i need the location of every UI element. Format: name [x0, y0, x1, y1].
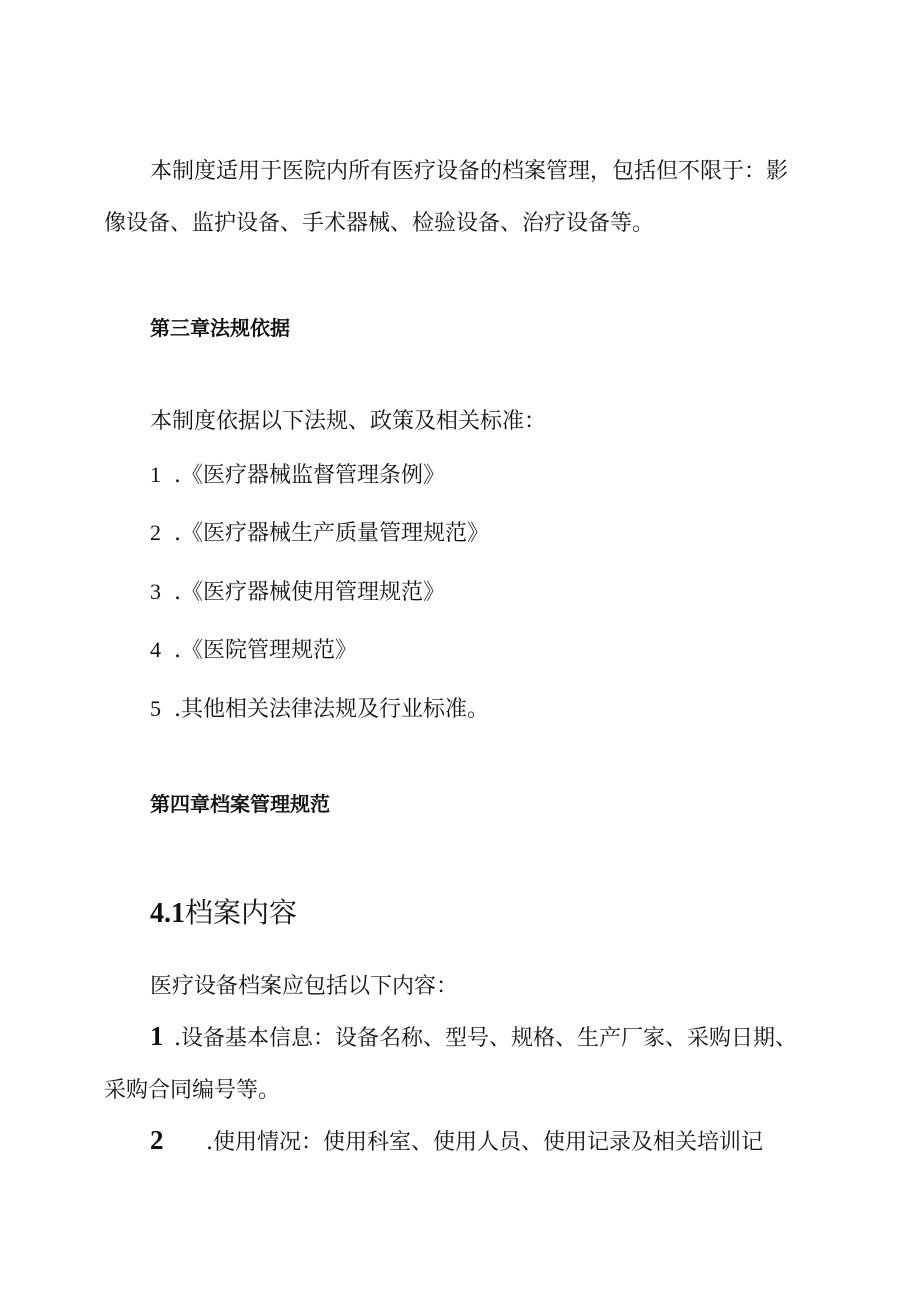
list-number: 3 [150, 579, 161, 604]
list-number: 1 [150, 462, 161, 487]
list-text: .设备基本信息：设备名称、型号、规格、生产厂家、采购日期、采购合同编号等。 [104, 1026, 797, 1103]
chapter3-item-1 [150, 449, 850, 502]
list-text: .《医疗器械使用管理规范》 [174, 580, 445, 605]
list-number: 2 [150, 1125, 164, 1155]
list-number: 4 [150, 637, 161, 662]
list-text: .《医院管理规范》 [174, 638, 357, 663]
section-title: 档案内容 [185, 896, 298, 929]
chapter3-item-3 [150, 566, 850, 619]
chapter4-item-1 [104, 1010, 804, 1117]
list-text: .《医疗器械监督管理条例》 [174, 463, 445, 488]
section-number: 4.1 [150, 898, 185, 929]
chapter3-item-4 [150, 624, 850, 677]
list-number: 2 [150, 520, 161, 545]
chapter4-title: 第四章档案管理规范 [150, 792, 330, 816]
chapter3-item-2 [150, 507, 850, 560]
chapter3-title: 第三章法规依据 [150, 316, 290, 340]
list-number: 5 [150, 696, 161, 721]
list-text: .《医疗器械生产质量管理规范》 [174, 521, 489, 546]
chapter3-item-5 [150, 683, 850, 736]
chapter4-item-2 [104, 1114, 804, 1169]
chapter3-intro: 本制度依据以下法规、政策及相关标准： [150, 409, 547, 434]
list-number: 1 [150, 1021, 164, 1051]
list-text: .其他相关法律法规及行业标准。 [174, 697, 489, 722]
scope-paragraph: 本制度适用于医院内所有医疗设备的档案管理，包括但不限于：影像设备、监护设备、手术器械、检验设备、治疗设备等。 [104, 159, 789, 236]
section-heading [150, 887, 850, 940]
list-text: .使用情况：使用科室、使用人员、使用记录及相关培训记 [206, 1130, 763, 1155]
chapter4-intro: 医疗设备档案应包括以下内容： [150, 974, 459, 999]
